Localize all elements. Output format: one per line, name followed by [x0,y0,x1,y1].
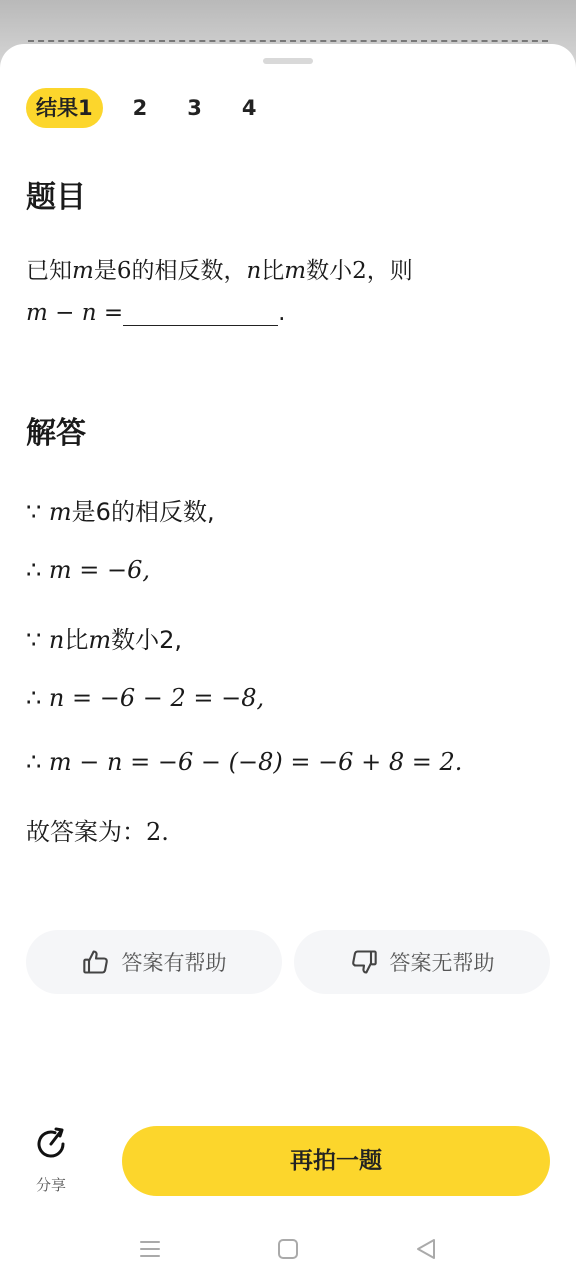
helpful-label: 答案有帮助 [121,951,227,975]
answer-blank [123,296,278,326]
answer-line-5: ∴ m − n = −6 − (−8) = −6 + 8 = 2. [26,748,463,776]
answer-line-6: 故答案为：2. [26,818,169,846]
thumbs-up-icon [82,948,110,976]
thumbs-down-icon [350,948,378,976]
helpful-button[interactable] [26,930,282,994]
answer-line-1: ∵ m是6的相反数, [26,498,215,526]
answer-line-3: ∵ n比m数小2, [26,626,183,654]
question-text: 已知m是6的相反数，n比m数小2，则 m − n = . [26,258,413,326]
tab-result-4[interactable]: 4 [241,96,257,120]
share-icon [33,1126,69,1162]
nav-menu-button[interactable] [130,1229,170,1269]
result-sheet [0,44,576,1280]
background-dashed-line [28,40,548,42]
nav-back-button[interactable] [406,1229,446,1269]
not-helpful-button[interactable] [294,930,550,994]
answer-title: 解答 [26,416,86,451]
retake-button[interactable]: 再拍一题 [122,1126,550,1196]
menu-icon [139,1239,161,1259]
not-helpful-label: 答案无帮助 [389,951,495,975]
drag-handle[interactable] [263,58,313,64]
tab-result-1[interactable]: 结果1 [26,88,103,128]
share-label: 分享 [35,1176,66,1194]
tab-result-2[interactable]: 2 [132,96,148,120]
question-title: 题目 [26,180,86,215]
nav-home-button[interactable] [268,1229,308,1269]
share-button[interactable] [26,1126,76,1195]
result-tabs [26,88,297,128]
answer-line-4: ∴ n = −6 − 2 = −8, [26,684,265,712]
tab-result-3[interactable]: 3 [187,96,202,120]
home-square-icon [277,1238,299,1260]
answer-line-2: ∴ m = −6, [26,556,151,584]
system-nav-bar [0,1218,576,1280]
question-expression: m − n = [26,300,124,326]
back-triangle-icon [415,1238,437,1260]
